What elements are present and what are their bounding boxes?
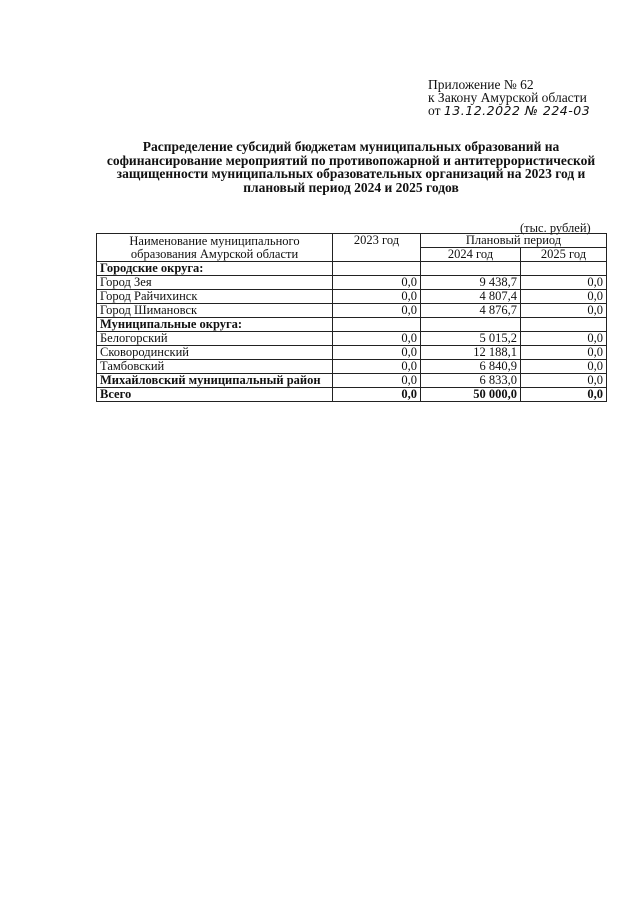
row-2025: 0,0 (521, 374, 607, 388)
table-row (97, 290, 607, 304)
row-2023: 0,0 (333, 304, 421, 318)
row-name: Город Райчихинск (97, 290, 333, 304)
row-2023: 0,0 (333, 346, 421, 360)
row-name: Тамбовский (97, 360, 333, 374)
table-row (97, 276, 607, 290)
units-label: (тыс. рублей) (520, 221, 591, 235)
row-2024: 4 876,7 (421, 304, 521, 318)
row-2023: 0,0 (333, 374, 421, 388)
header-2024: 2024 год (421, 248, 521, 262)
appendix-law: к Закону Амурской области (428, 90, 587, 105)
section-row (97, 262, 607, 276)
row-2024: 9 438,7 (421, 276, 521, 290)
row-2024: 4 807,4 (421, 290, 521, 304)
row-2025: 0,0 (521, 332, 607, 346)
row-name: Михайловский муниципальный район (97, 374, 333, 388)
appendix-date-prefix: от (428, 103, 441, 118)
row-2024: 12 188,1 (421, 346, 521, 360)
table-row (97, 360, 607, 374)
document-title: Распределение субсидий бюджетам муниципальных образований на софинансирование мероприятий по противопожарной и антитеррористической защищенности муниципальных образовательных организаций на 2023 год и плановый период 2024 и 2025 годов (106, 139, 596, 195)
section-label: Городские округа: (97, 262, 333, 276)
row-name: Сковородинский (97, 346, 333, 360)
row-name: Белогорский (97, 332, 333, 346)
header-2023: 2023 год (333, 234, 421, 262)
table-row (97, 332, 607, 346)
row-2025: 0,0 (521, 360, 607, 374)
header-name: Наименование муниципального образования Амурской области (97, 234, 333, 262)
row-name: Город Шимановск (97, 304, 333, 318)
row-2024: 5 015,2 (421, 332, 521, 346)
row-2023: 0,0 (333, 290, 421, 304)
table-row (97, 304, 607, 318)
row-2025: 0,0 (521, 290, 607, 304)
subsidy-table (96, 233, 607, 402)
appendix-date-line (428, 104, 590, 117)
row-2023: 0,0 (333, 360, 421, 374)
row-2024: 6 840,9 (421, 360, 521, 374)
row-name: Город Зея (97, 276, 333, 290)
row-2023: 0,0 (333, 276, 421, 290)
row-2025: 0,0 (521, 304, 607, 318)
handwritten-date-number: 13.12.2022 № 224-03 (443, 103, 591, 118)
section-row (97, 318, 607, 332)
total-2023: 0,0 (333, 388, 421, 402)
header-2025: 2025 год (521, 248, 607, 262)
section-label: Муниципальные округа: (97, 318, 333, 332)
table-header-row (97, 234, 607, 248)
total-2024: 50 000,0 (421, 388, 521, 402)
table-row (97, 346, 607, 360)
district-row (97, 374, 607, 388)
header-plan: Плановый период (421, 234, 607, 248)
total-2025: 0,0 (521, 388, 607, 402)
row-2025: 0,0 (521, 346, 607, 360)
total-row (97, 388, 607, 402)
row-2025: 0,0 (521, 276, 607, 290)
row-2023: 0,0 (333, 332, 421, 346)
appendix-number: Приложение № 62 (428, 77, 534, 92)
row-2024: 6 833,0 (421, 374, 521, 388)
appendix-block (428, 78, 590, 117)
total-label: Всего (97, 388, 333, 402)
